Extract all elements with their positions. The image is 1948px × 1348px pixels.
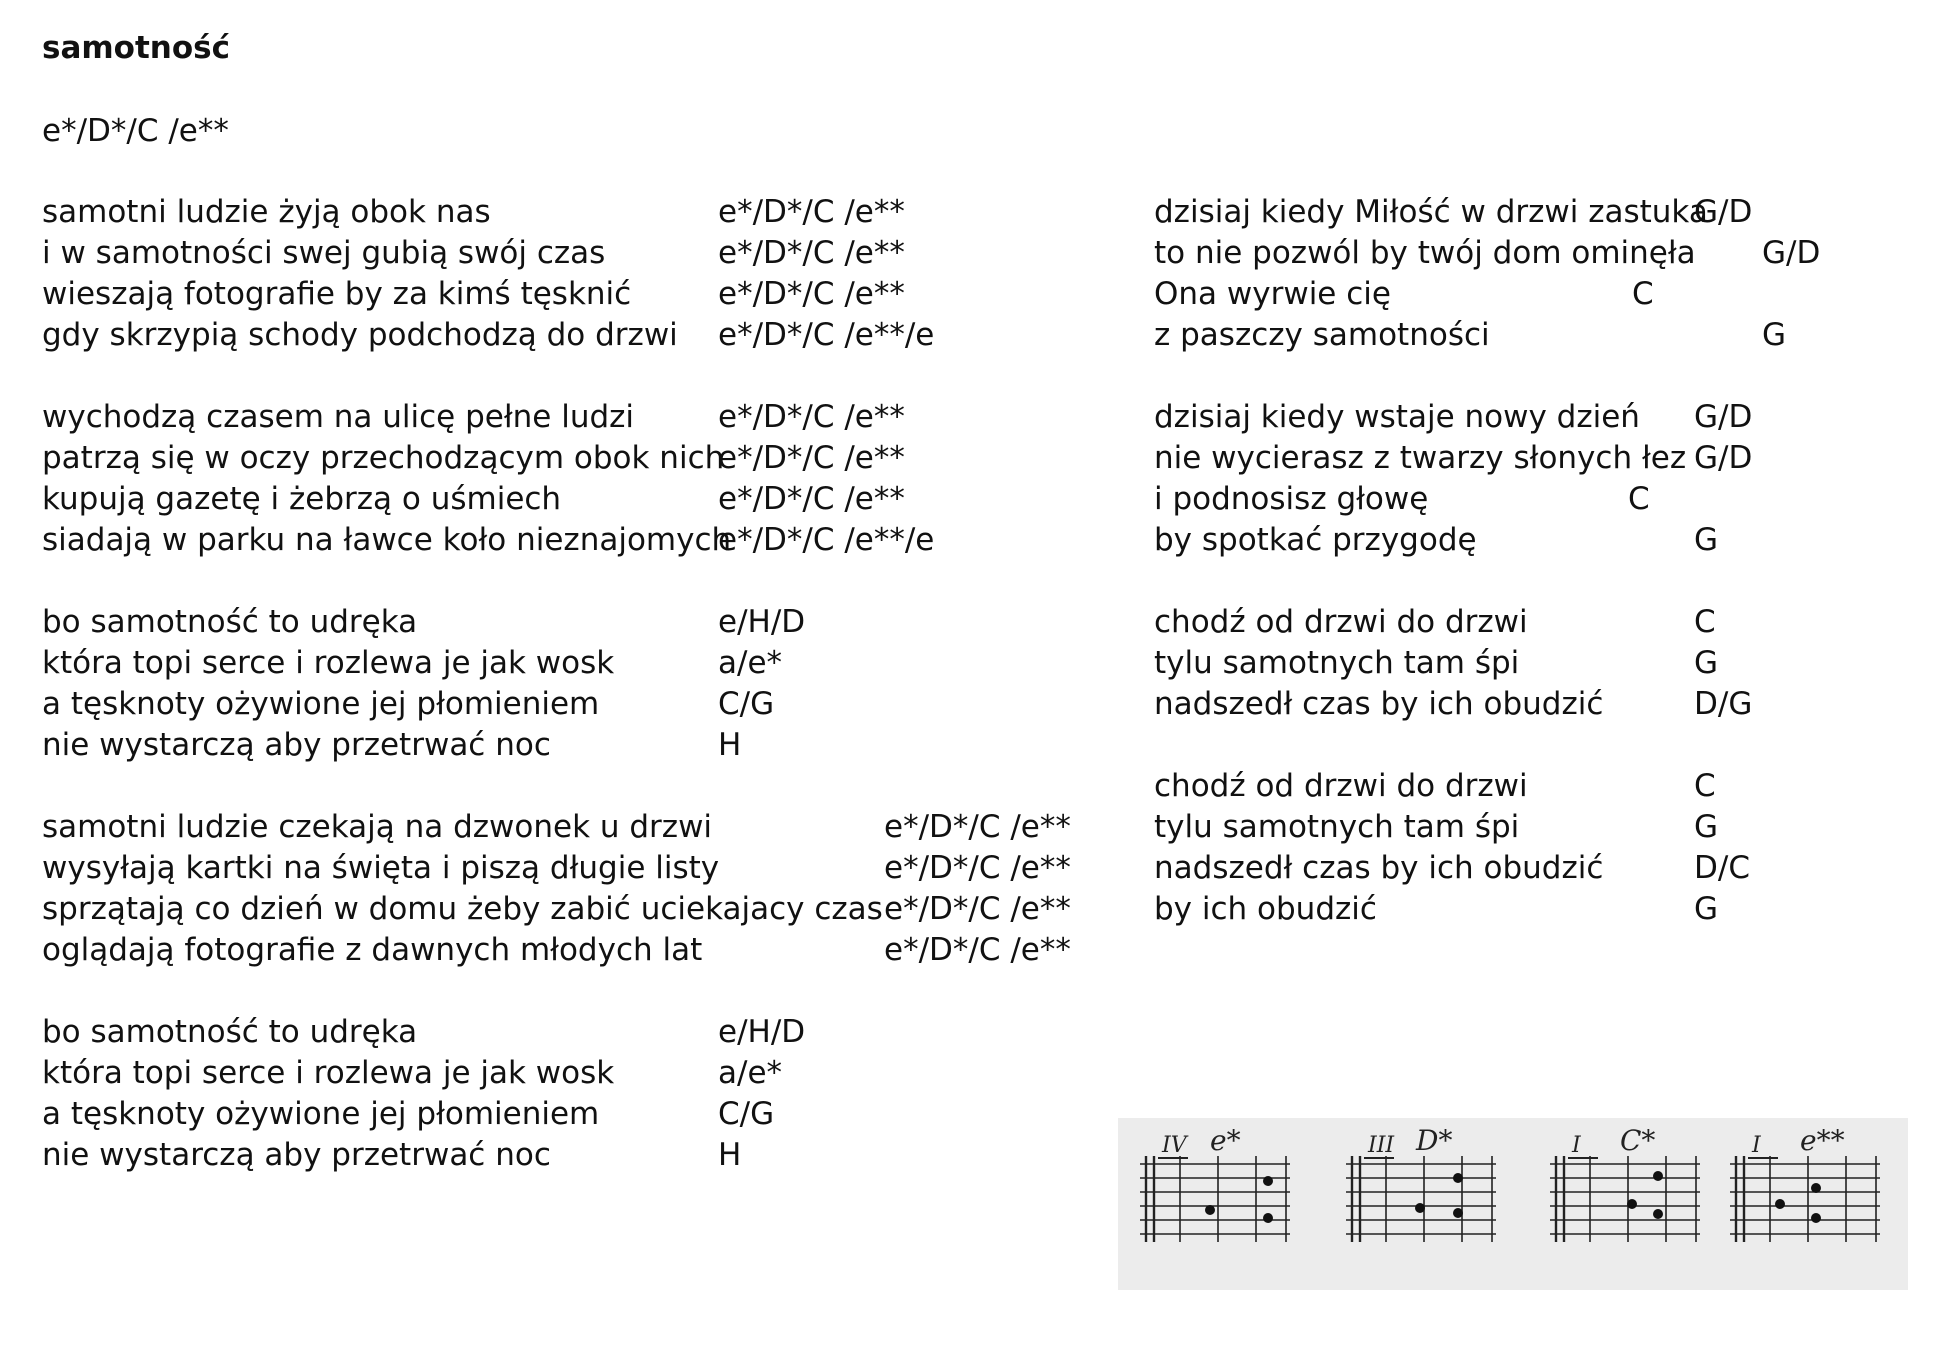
lyric-text: kupują gazetę i żebrzą o uśmiech bbox=[42, 481, 562, 517]
finger-dot bbox=[1453, 1173, 1463, 1183]
finger-dot bbox=[1811, 1213, 1821, 1223]
stanza bbox=[1154, 194, 1914, 358]
stanza-gap bbox=[42, 563, 1122, 604]
lyric-text: nie wystarczą aby przetrwać noc bbox=[42, 727, 551, 763]
lyric-line bbox=[42, 1096, 1122, 1137]
finger-dot bbox=[1811, 1183, 1821, 1193]
lyric-line bbox=[1154, 891, 1914, 932]
lyric-line bbox=[1154, 645, 1914, 686]
finger-dot bbox=[1415, 1203, 1425, 1213]
lyric-text: by spotkać przygodę bbox=[1154, 522, 1477, 558]
lyric-line bbox=[1154, 194, 1914, 235]
right-column bbox=[1154, 194, 1914, 932]
fret-label: I bbox=[1752, 1133, 1761, 1158]
lyric-text: patrzą się w oczy przechodzącym obok nich bbox=[42, 440, 725, 476]
lyric-text: bo samotność to udręka bbox=[42, 1014, 418, 1050]
finger-dot bbox=[1453, 1208, 1463, 1218]
lyric-text: oglądają fotografie z dawnych młodych lat bbox=[42, 932, 703, 968]
lyric-text: i w samotności swej gubią swój czas bbox=[42, 235, 606, 271]
lyric-line bbox=[42, 1055, 1122, 1096]
lyric-text: dzisiaj kiedy Miłość w drzwi zastuka bbox=[1154, 194, 1708, 230]
chord-label: e/H/D bbox=[718, 1014, 806, 1050]
lyric-text: tylu samotnych tam śpi bbox=[1154, 809, 1520, 845]
chord-label: D/G bbox=[1694, 686, 1753, 722]
lyric-line bbox=[1154, 809, 1914, 850]
chord-label: C bbox=[1694, 604, 1716, 640]
lyric-line bbox=[42, 604, 1122, 645]
fret-label: IV bbox=[1162, 1133, 1187, 1158]
lyric-text: a tęsknoty ożywione jej płomieniem bbox=[42, 686, 600, 722]
lyric-text: która topi serce i rozlewa je jak wosk bbox=[42, 1055, 615, 1091]
chord-label: e*/D*/C /e** bbox=[884, 891, 1071, 927]
finger-dot bbox=[1205, 1205, 1215, 1215]
intro-chords: e*/D*/C /e** bbox=[42, 113, 229, 149]
chord-label: a/e* bbox=[718, 1055, 783, 1091]
stanza bbox=[42, 399, 1122, 563]
chord-diagrams-svg bbox=[1118, 1118, 1908, 1290]
lyric-text: bo samotność to udręka bbox=[42, 604, 418, 640]
chord-label: e*/D*/C /e** bbox=[718, 276, 905, 312]
lyric-text: tylu samotnych tam śpi bbox=[1154, 645, 1520, 681]
lyric-text: samotni ludzie żyją obok nas bbox=[42, 194, 491, 230]
chord-label: C/G bbox=[718, 686, 775, 722]
chord-name: C* bbox=[1620, 1124, 1656, 1157]
lyric-line bbox=[42, 645, 1122, 686]
stanza bbox=[1154, 399, 1914, 563]
lyric-line bbox=[1154, 850, 1914, 891]
lyric-line bbox=[1154, 522, 1914, 563]
stanza bbox=[1154, 768, 1914, 932]
fret-label: III bbox=[1368, 1133, 1395, 1158]
lyric-line bbox=[42, 1014, 1122, 1055]
chord-label: e*/D*/C /e** bbox=[884, 932, 1071, 968]
lyric-text: z paszczy samotności bbox=[1154, 317, 1490, 353]
chord-label: e*/D*/C /e** bbox=[718, 194, 905, 230]
lyric-text: wieszają fotografie by za kimś tęsknić bbox=[42, 276, 632, 312]
lyric-text: samotni ludzie czekają na dzwonek u drzwi bbox=[42, 809, 713, 845]
lyric-line bbox=[1154, 276, 1914, 317]
stanza bbox=[42, 604, 1122, 768]
stanza-gap bbox=[1154, 727, 1914, 768]
stanza bbox=[1154, 604, 1914, 727]
chord-label: G bbox=[1694, 645, 1719, 681]
finger-dot bbox=[1263, 1213, 1273, 1223]
lyric-text: a tęsknoty ożywione jej płomieniem bbox=[42, 1096, 600, 1132]
lyric-line bbox=[1154, 235, 1914, 276]
chord-label: e*/D*/C /e** bbox=[884, 850, 1071, 886]
chord-name: e** bbox=[1800, 1124, 1845, 1157]
lyric-text: nie wystarczą aby przetrwać noc bbox=[42, 1137, 551, 1173]
lyric-line bbox=[42, 891, 1122, 932]
chord-label: G/D bbox=[1762, 235, 1821, 271]
lyric-text: wychodzą czasem na ulicę pełne ludzi bbox=[42, 399, 635, 435]
chord-label: G bbox=[1694, 522, 1719, 558]
stanza-gap bbox=[42, 358, 1122, 399]
stanza-gap bbox=[1154, 563, 1914, 604]
finger-dot bbox=[1653, 1209, 1663, 1219]
lyric-text: nie wycierasz z twarzy słonych łez bbox=[1154, 440, 1687, 476]
chord-label: H bbox=[718, 727, 742, 763]
chord-name: D* bbox=[1416, 1124, 1453, 1157]
chord-label: G bbox=[1694, 891, 1719, 927]
lyric-line bbox=[42, 850, 1122, 891]
chord-label: G bbox=[1694, 809, 1719, 845]
lyric-text: i podnosisz głowę bbox=[1154, 481, 1429, 517]
song-title: samotność bbox=[42, 30, 230, 66]
lyric-line bbox=[1154, 604, 1914, 645]
lyric-text: sprzątają co dzień w domu żeby zabić uciekajacy czas bbox=[42, 891, 883, 927]
lyric-text: Ona wyrwie cię bbox=[1154, 276, 1391, 312]
lyric-line bbox=[42, 686, 1122, 727]
lyric-line bbox=[42, 809, 1122, 850]
finger-dot bbox=[1627, 1199, 1637, 1209]
stanza-gap bbox=[42, 973, 1122, 1014]
chord-label: D/C bbox=[1694, 850, 1750, 886]
chord-label: e*/D*/C /e** bbox=[718, 235, 905, 271]
lyric-line bbox=[1154, 440, 1914, 481]
lyric-line bbox=[1154, 481, 1914, 522]
chord-label: H bbox=[718, 1137, 742, 1173]
lyric-text: by ich obudzić bbox=[1154, 891, 1377, 927]
fret-label: I bbox=[1572, 1133, 1581, 1158]
chord-label: G bbox=[1762, 317, 1787, 353]
chord-label: e*/D*/C /e** bbox=[718, 481, 905, 517]
lyric-line bbox=[42, 727, 1122, 768]
finger-dot bbox=[1775, 1199, 1785, 1209]
stanza-gap bbox=[42, 768, 1122, 809]
finger-dot bbox=[1263, 1176, 1273, 1186]
chord-label: e*/D*/C /e** bbox=[884, 809, 1071, 845]
chord-label: C bbox=[1628, 481, 1650, 517]
chord-name: e* bbox=[1210, 1124, 1241, 1157]
lyric-text: chodź od drzwi do drzwi bbox=[1154, 768, 1528, 804]
stanza bbox=[42, 194, 1122, 358]
chord-label: e*/D*/C /e**/e bbox=[718, 522, 935, 558]
lyric-line bbox=[42, 276, 1122, 317]
lyric-line bbox=[1154, 317, 1914, 358]
lyric-line bbox=[42, 481, 1122, 522]
chord-label: C bbox=[1694, 768, 1716, 804]
lyric-text: chodź od drzwi do drzwi bbox=[1154, 604, 1528, 640]
lyric-text: która topi serce i rozlewa je jak wosk bbox=[42, 645, 615, 681]
left-column bbox=[42, 194, 1122, 1178]
lyric-line bbox=[1154, 768, 1914, 809]
lyric-line bbox=[42, 932, 1122, 973]
lyric-text: to nie pozwól by twój dom ominęła bbox=[1154, 235, 1696, 271]
chord-diagrams-image bbox=[1118, 1118, 1908, 1290]
lyric-text: gdy skrzypią schody podchodzą do drzwi bbox=[42, 317, 678, 353]
chord-label: C bbox=[1632, 276, 1654, 312]
lyric-line bbox=[42, 1137, 1122, 1178]
lyric-text: nadszedł czas by ich obudzić bbox=[1154, 850, 1604, 886]
lyric-line bbox=[42, 194, 1122, 235]
chord-label: e*/D*/C /e** bbox=[718, 399, 905, 435]
lyric-line bbox=[42, 399, 1122, 440]
chord-label: G/D bbox=[1694, 440, 1753, 476]
chord-label: C/G bbox=[718, 1096, 775, 1132]
lyric-text: dzisiaj kiedy wstaje nowy dzień bbox=[1154, 399, 1640, 435]
stanza bbox=[42, 1014, 1122, 1178]
lyric-line bbox=[1154, 399, 1914, 440]
lyric-text: wysyłają kartki na święta i piszą długie listy bbox=[42, 850, 720, 886]
chord-label: G/D bbox=[1694, 399, 1753, 435]
chord-label: G/D bbox=[1694, 194, 1753, 230]
lyric-text: siadają w parku na ławce koło nieznajomych bbox=[42, 522, 732, 558]
chord-label: e*/D*/C /e**/e bbox=[718, 317, 935, 353]
finger-dot bbox=[1653, 1171, 1663, 1181]
chord-label: e/H/D bbox=[718, 604, 806, 640]
chord-label: a/e* bbox=[718, 645, 783, 681]
lyric-text: nadszedł czas by ich obudzić bbox=[1154, 686, 1604, 722]
lyric-line bbox=[42, 440, 1122, 481]
stanza bbox=[42, 809, 1122, 973]
stanza-gap bbox=[1154, 358, 1914, 399]
lyric-line bbox=[1154, 686, 1914, 727]
lyric-line bbox=[42, 317, 1122, 358]
lyric-line bbox=[42, 235, 1122, 276]
lyric-line bbox=[42, 522, 1122, 563]
chord-label: e*/D*/C /e** bbox=[718, 440, 905, 476]
